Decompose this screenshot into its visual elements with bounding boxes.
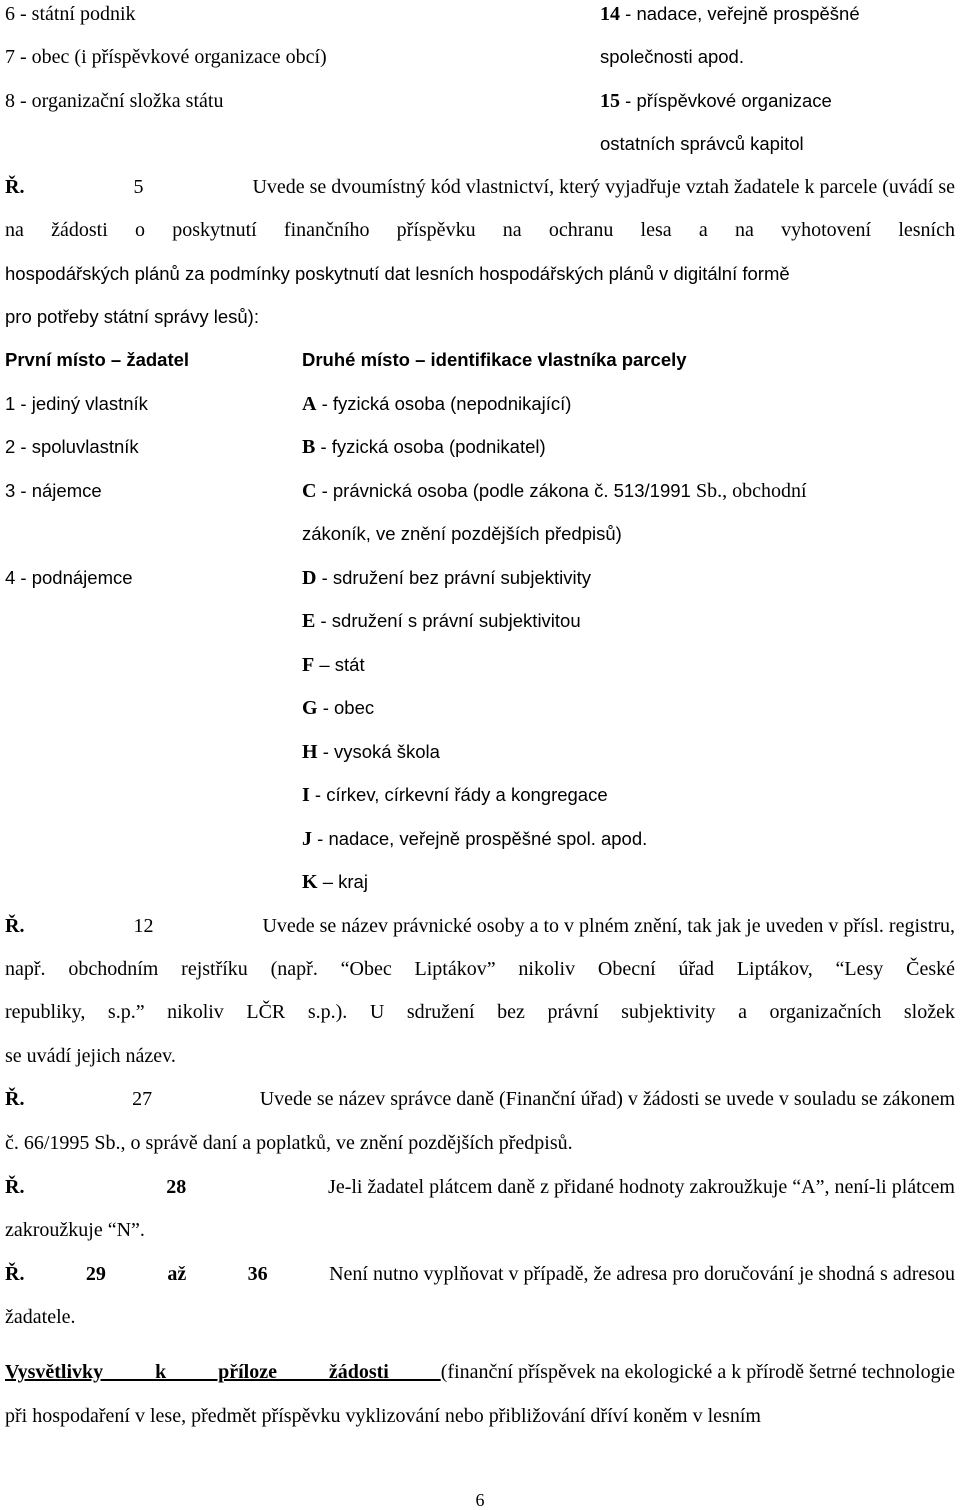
codes-heading-first: První místo – žadatel xyxy=(5,349,190,370)
r29-line-1: Ř. 29 až 36 Není nutno vyplňovat v případě, že adresa pro doručování je shodná s adresou xyxy=(5,1263,956,1285)
r12-line-3: republiky, s.p.” nikoliv LČR s.p.). U sdružení bez právní subjektivity a organizačních složek xyxy=(5,1001,955,1023)
r28-line-2: zakroužkuje “N”. xyxy=(5,1219,145,1241)
r5-line-4: pro potřeby státní správy lesů): xyxy=(5,306,259,327)
owner-code-7: 7 - obec (i příspěvkové organizace obcí) xyxy=(5,46,327,68)
r5-line-3: hospodářských plánů za podmínky poskytnutí dat lesních hospodářských plánů v digitální formě xyxy=(5,263,790,284)
r12-line-4: se uvádí jejich název. xyxy=(5,1045,176,1067)
parcel-owner-code-k: K – kraj xyxy=(302,871,368,893)
r5-line-2: na žádosti o poskytnutí finančního příspěvku na ochranu lesa a na vyhotovení lesních xyxy=(5,219,955,241)
r5-line-1: Ř. 5 Uvede se dvoumístný kód vlastnictví, který vyjadřuje vztah žadatele k parcele (uvádí se xyxy=(5,176,955,198)
parcel-owner-code-d: D - sdružení bez právní subjektivity xyxy=(302,567,591,589)
owner-code-14-cont: společnosti apod. xyxy=(600,46,744,67)
r12-line-1: Ř. 12 Uvede se název právnické osoby a to v plném znění, tak jak je uveden v přísl. registru, xyxy=(5,915,956,937)
owner-code-14: 14 - nadace, veřejně prospěšné xyxy=(600,3,860,25)
r27-line-1: Ř. 27 Uvede se název správce daně (Finanční úřad) v žádosti se uvede v souladu se zákonem xyxy=(5,1088,955,1110)
page-number: 6 xyxy=(475,1490,485,1510)
annex-explanations-line-2: při hospodaření v lese, předmět příspěvku vyklizování nebo přibližování dříví koněm v lesním xyxy=(5,1405,761,1427)
r28-line-1: Ř. 28 Je-li žadatel plátcem daně z přidané hodnoty zakroužkuje “A”, není-li plátcem xyxy=(5,1176,955,1198)
parcel-owner-code-f: F – stát xyxy=(302,654,365,676)
owner-code-8: 8 - organizační složka státu xyxy=(5,90,224,112)
applicant-code-2: 2 - spoluvlastník xyxy=(5,436,139,457)
parcel-owner-code-c: C - právnická osoba (podle zákona č. 513/1991 Sb., obchodní xyxy=(302,480,807,502)
parcel-owner-code-c-cont: zákoník, ve znění pozdějších předpisů) xyxy=(302,523,622,544)
annex-explanations-heading: Vysvětlivky k příloze žádosti xyxy=(5,1361,441,1383)
r27-line-2: č. 66/1995 Sb., o správě daní a poplatků, ve znění pozdějších předpisů. xyxy=(5,1132,573,1154)
parcel-owner-code-a: A - fyzická osoba (nepodnikající) xyxy=(302,393,572,415)
owner-code-15-cont: ostatních správců kapitol xyxy=(600,133,804,154)
codes-heading-second: Druhé místo – identifikace vlastníka parcely xyxy=(302,349,687,370)
parcel-owner-code-j: J - nadace, veřejně prospěšné spol. apod. xyxy=(302,828,648,850)
applicant-code-4: 4 - podnájemce xyxy=(5,567,133,588)
annex-explanations-line-1: Vysvětlivky k příloze žádosti (finanční příspěvek na ekologické a k přírodě šetrné technologie xyxy=(5,1361,955,1383)
parcel-owner-code-g: G - obec xyxy=(302,697,375,719)
applicant-code-3: 3 - nájemce xyxy=(5,480,102,501)
parcel-owner-code-b: B - fyzická osoba (podnikatel) xyxy=(302,436,546,458)
parcel-owner-code-e: E - sdružení s právní subjektivitou xyxy=(302,610,581,632)
owner-code-6: 6 - státní podnik xyxy=(5,3,136,25)
applicant-code-1: 1 - jediný vlastník xyxy=(5,393,148,414)
r29-line-2: žadatele. xyxy=(5,1306,76,1328)
owner-code-15: 15 - příspěvkové organizace xyxy=(600,90,832,112)
parcel-owner-code-i: I - církev, církevní řády a kongregace xyxy=(302,784,608,806)
r12-line-2: např. obchodním rejstříku (např. “Obec Liptákov” nikoliv Obecní úřad Liptákov, “Lesy České xyxy=(5,958,955,980)
parcel-owner-code-h: H - vysoká škola xyxy=(302,741,440,763)
